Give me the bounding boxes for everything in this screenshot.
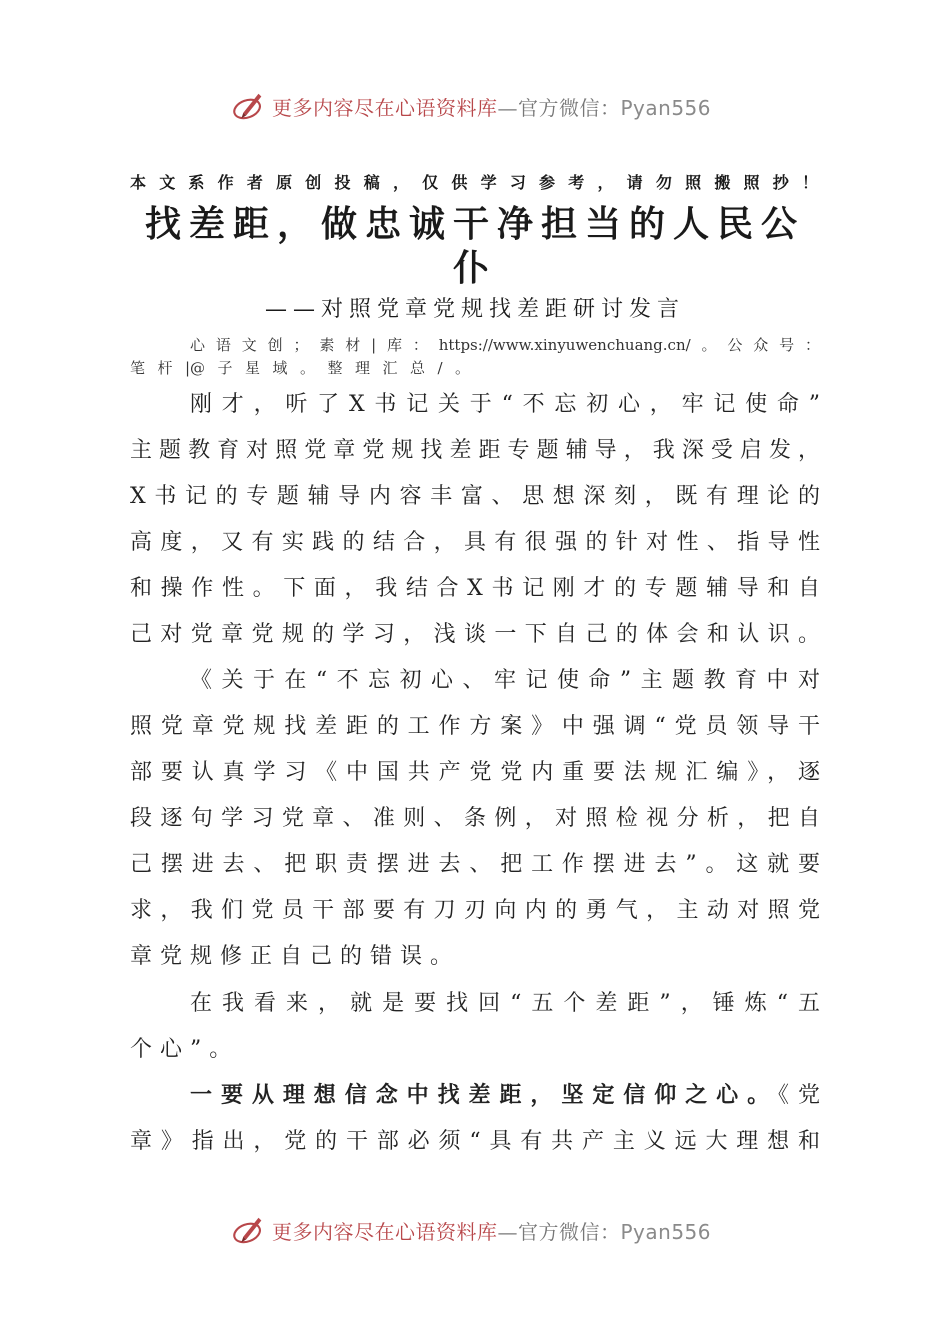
copyright-notice: 本文系作者原创投稿，仅供学习参考，请勿照搬照抄！ xyxy=(130,173,820,192)
wechat-id: Pyan556 xyxy=(620,96,712,120)
pen-swirl-logo-icon xyxy=(230,1212,268,1250)
body-line: 章党规修正自己的错误。 xyxy=(130,944,461,969)
body-line: 己对党章党规的学习，浅谈一下自己的体会和认识。 xyxy=(130,622,820,647)
page-title-line-1: 找差距，做忠诚干净担当的人民公 xyxy=(144,203,805,245)
body-line: 主题教育对照党章党规找差距专题辅导，我深受启发， xyxy=(130,438,820,463)
brand-text: 更多内容尽在心语资料库 xyxy=(272,96,498,120)
body-line: 和操作性。下面，我结合X书记刚才的专题辅导和自 xyxy=(130,576,820,601)
header-banner xyxy=(0,84,950,128)
body-line-heading xyxy=(190,1078,820,1109)
body-line: 段逐句学习党章、准则、条例，对照检视分析，把自 xyxy=(130,806,820,831)
pen-swirl-logo-icon xyxy=(230,88,268,126)
body-line: 个心”。 xyxy=(130,1037,240,1062)
body-line: 《关于在“不忘初心、牢记使命”主题教育中对 xyxy=(190,668,820,693)
body-line: 求，我们党员干部要有刀刃向内的勇气，主动对照党 xyxy=(130,898,820,923)
source-line-1: 心语文创；素材|库：https://www.xinyuwenchuang.cn/。公众号： xyxy=(190,336,820,354)
official-wechat-label: 官方微信： xyxy=(518,96,621,120)
body-line: 部要认真学习《中国共产党党内重要法规汇编》，逐 xyxy=(130,760,820,785)
body-line: 章》指出，党的干部必须“具有共产主义远大理想和 xyxy=(130,1129,820,1154)
body-line: X书记的专题辅导内容丰富、思想深刻，既有理论的 xyxy=(130,484,820,509)
banner-dash: — xyxy=(497,96,518,120)
banner-text xyxy=(272,1216,711,1245)
official-wechat-label: 官方微信： xyxy=(518,1220,621,1244)
page-title-line-2: 仆 xyxy=(452,247,497,289)
source-line-2: 笔杆|@子星域。整理汇总/。 xyxy=(130,359,470,377)
body-line: 在我看来，就是要找回“五个差距”，锤炼“五 xyxy=(190,991,820,1016)
wechat-id: Pyan556 xyxy=(620,1220,712,1244)
heading-continuation: 《党 xyxy=(778,1083,820,1108)
brand-text: 更多内容尽在心语资料库 xyxy=(272,1220,498,1244)
body-line: 高度，又有实践的结合，具有很强的针对性、指导性 xyxy=(130,530,820,555)
section-heading: 一要从理想信念中找差距，坚定信仰之心。 xyxy=(190,1082,779,1108)
body-line: 照党章党规找差距的工作方案》中强调“党员领导干 xyxy=(130,714,820,739)
body-line: 刚才，听了X书记关于“不忘初心，牢记使命” xyxy=(190,392,820,417)
footer-banner xyxy=(0,1208,950,1252)
banner-text xyxy=(272,92,711,121)
subtitle: ——对照党章党规找差距研讨发言 xyxy=(264,297,685,322)
body-line: 己摆进去、把职责摆进去、把工作摆进去”。这就要 xyxy=(130,852,820,877)
banner-dash: — xyxy=(497,1220,518,1244)
